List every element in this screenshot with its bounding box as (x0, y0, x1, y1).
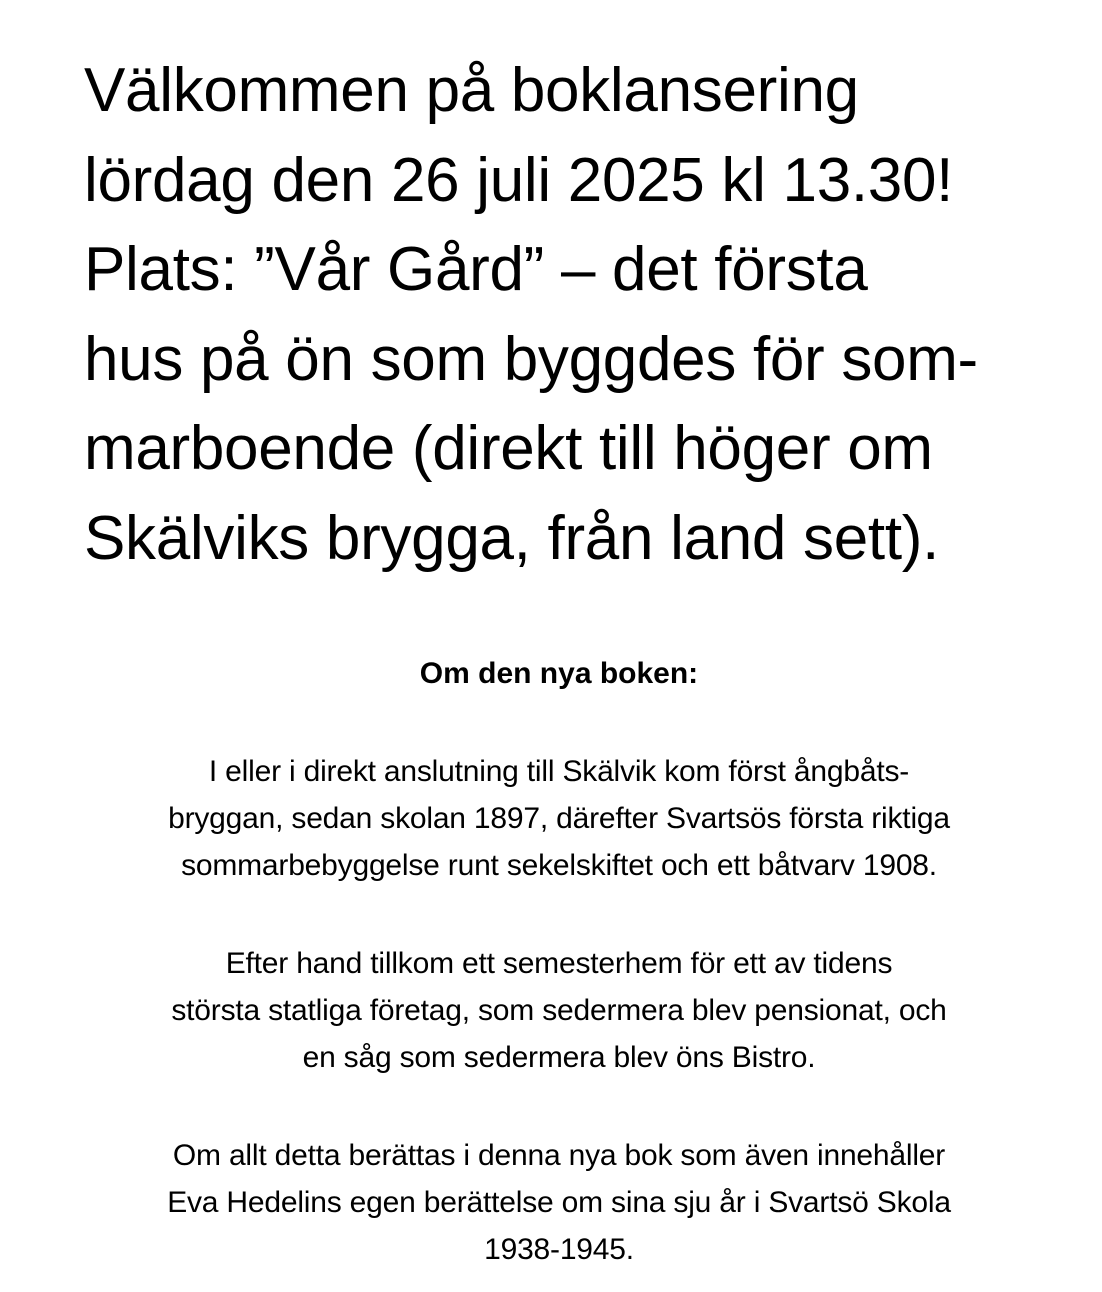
about-paragraph-history (0, 748, 1102, 889)
paragraph-line: Efter hand tillkom ett semesterhem för ett av tidens (225, 947, 893, 980)
headline-line: hus på ön som byggdes för som- (84, 324, 978, 394)
headline-line: Välkommen på boklansering (84, 56, 859, 125)
headline-line: Skälviks brygga, från land sett). (84, 503, 940, 573)
paragraph-line: en såg som sedermera blev öns Bistro. (302, 1041, 816, 1074)
paragraph-line: Eva Hedelins egen berättelse om sina sju år i Svartsö Skola (167, 1186, 951, 1219)
headline-line: Plats: ”Vår Gård” – det första (84, 235, 868, 304)
launch-headline (84, 46, 1064, 583)
paragraph-line: Om allt detta berättas i denna nya bok som även innehåller (172, 1139, 946, 1172)
headline-line: marboende (direkt till höger om (84, 414, 933, 483)
paragraph-line: sommarbebyggelse runt sekelskiftet och ett båtvarv 1908. (181, 849, 937, 882)
headline-line: lördag den 26 juli 2025 kl 13.30! (84, 145, 954, 215)
paragraph-line: I eller i direkt anslutning till Skälvik kom först ångbåts- (208, 755, 910, 788)
paragraph-line: 1938-1945. (484, 1233, 634, 1266)
about-book-heading: Om den nya boken: (419, 657, 699, 690)
about-paragraph-later (0, 940, 1102, 1081)
paragraph-line: största statliga företag, som sedermera blev pensionat, och (171, 994, 947, 1027)
paragraph-line: bryggan, sedan skolan 1897, därefter Svartsös första riktiga (168, 802, 950, 835)
about-paragraph-book (0, 1132, 1102, 1273)
